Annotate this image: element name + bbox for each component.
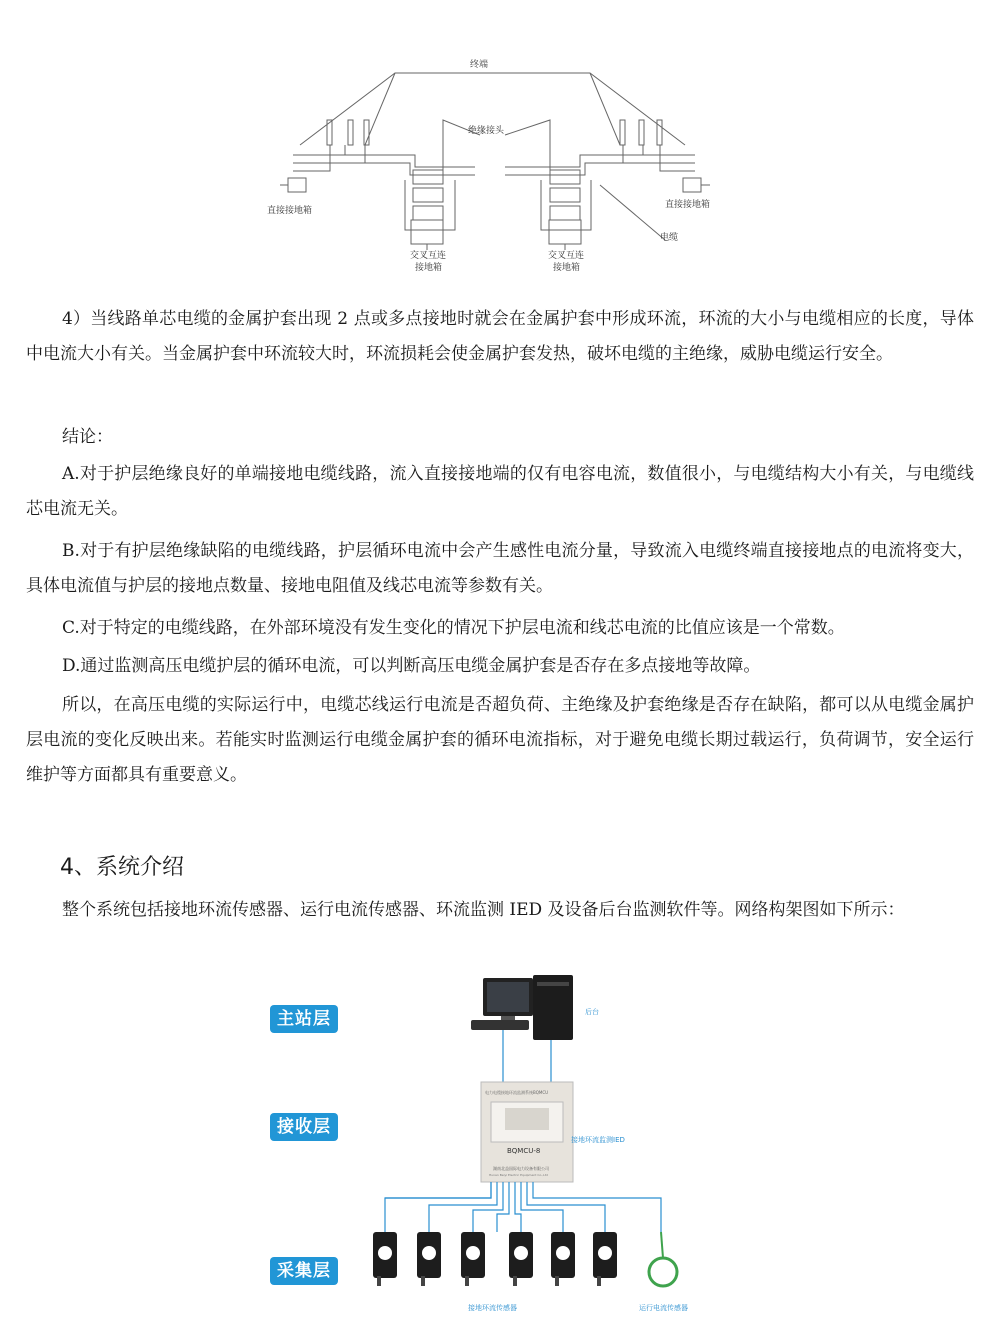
ied-label: 接地环流监测IED — [571, 1136, 625, 1144]
conclusion-d: D.通过监测高压电缆护层的循环电流，可以判断高压电缆金属护套是否存在多点接地等故障。 — [62, 656, 761, 676]
layer-master-label: 主站层 — [270, 1005, 338, 1033]
network-architecture-diagram — [265, 970, 735, 1320]
cross-bond-box-right-label-2: 接地箱 — [553, 263, 581, 273]
section-heading: 4、系统介绍 — [60, 855, 184, 880]
insulating-joint-label: 绝缘接头 — [468, 126, 505, 136]
cross-bond-box-left-label: 交叉互连 — [410, 251, 447, 261]
section-intro: 整个系统包括接地环流传感器、运行电流传感器、环流监测 IED 及设备后台监测软件等。网络构架图如下所示： — [62, 900, 905, 920]
conclusion-c: C.对于特定的电缆线路，在外部环境没有发生变化的情况下护层电流和线芯电流的比值应该是一个常数。 — [62, 618, 845, 638]
ground-sensor-2 — [417, 1232, 441, 1286]
layer-collect-label: 采集层 — [270, 1257, 338, 1285]
conclusion-b: B.对于有护层绝缘缺陷的电缆线路，护层循环电流中会产生感性电流分量，导致流入电缆终端直接接地点的电流将变大，具体电流值与护层的接地点数量、接地电阻值及线芯电流等参数有关。 — [26, 541, 974, 596]
summary-paragraph: 所以，在高压电缆的实际运行中，电缆芯线运行电流是否超负荷、主绝缘及护套绝缘是否存在缺陷，都可以从电缆金属护层电流的变化反映出来。若能实时监测运行电缆金属护套的循环电流指标，对于避免电缆长期过载运行，负荷调节，安全运行维护等方面都具有重要意义。 — [26, 695, 974, 785]
ied-model: BQMCU-8 — [507, 1147, 541, 1155]
ied-bottom-text-en: Hunan Beiyi Electric Equipment Co.,Ltd — [489, 1173, 548, 1177]
paragraph-4: 4）当线路单芯电缆的金属护套出现 2 点或多点接地时就会在金属护套中形成环流，环流的大小与电缆相应的长度，导体中电流大小有关。当金属护套中环流较大时，环流损耗会使金属护套发热，破坏电缆的主绝缘，威胁电缆运行安全。 — [26, 309, 974, 364]
ied-bottom-text: 湖南北益国际电力设备有限公司 — [493, 1166, 549, 1171]
ground-sensor-3 — [461, 1232, 485, 1286]
cross-bond-box-right-label: 交叉互连 — [548, 251, 585, 261]
cross-bond-box-left-label-2: 接地箱 — [415, 263, 443, 273]
running-sensor-label: 运行电流传感器 — [639, 1304, 688, 1312]
cable-grounding-diagram — [255, 45, 735, 285]
ground-sensor-4 — [509, 1232, 533, 1286]
layer-receive-label: 接收层 — [270, 1113, 338, 1141]
running-current-sensor — [649, 1232, 677, 1286]
conclusion-a: A.对于护层绝缘良好的单端接地电缆线路，流入直接接地端的仅有电容电流，数值很小，与电缆结构大小有关，与电缆线芯电流无关。 — [26, 464, 974, 519]
cable-label: 电缆 — [660, 233, 679, 243]
computer-icon — [471, 975, 573, 1040]
ground-sensor-6 — [593, 1232, 617, 1286]
ground-sensor-5 — [551, 1232, 575, 1286]
ied-top-text: 电力电缆接地环流监测系统BQMCU — [485, 1090, 549, 1095]
direct-ground-box-right-label: 直接接地箱 — [665, 200, 711, 210]
backend-label: 后台 — [585, 1008, 599, 1016]
ground-sensor-1 — [373, 1232, 397, 1286]
terminal-label: 终端 — [470, 60, 489, 70]
direct-ground-box-left-label: 直接接地箱 — [267, 206, 313, 216]
ground-sensor-label: 接地环流传感器 — [468, 1304, 517, 1312]
conclusion-heading: 结论： — [62, 427, 113, 447]
